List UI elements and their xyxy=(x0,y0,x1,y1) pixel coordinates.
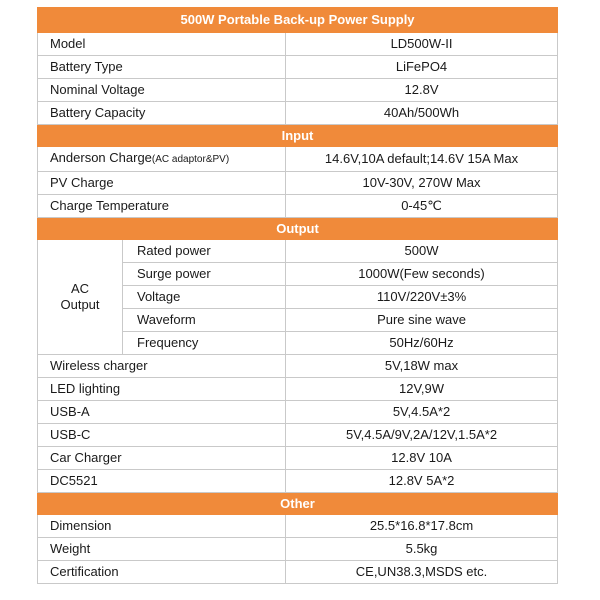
row-label: Nominal Voltage xyxy=(38,79,286,102)
table-row xyxy=(38,447,558,470)
section-header-other xyxy=(38,493,558,515)
table-row xyxy=(38,102,558,125)
row-value: 1000W(Few seconds) xyxy=(286,263,558,286)
table-row xyxy=(38,33,558,56)
row-label xyxy=(38,147,286,172)
row-value: 12V,9W xyxy=(286,378,558,401)
row-value: 14.6V,10A default;14.6V 15A Max xyxy=(286,147,558,172)
table-title: 500W Portable Back-up Power Supply xyxy=(38,8,558,33)
row-label: Battery Capacity xyxy=(38,102,286,125)
row-value: 110V/220V±3% xyxy=(286,286,558,309)
title-row xyxy=(38,8,558,33)
table-row xyxy=(38,240,558,263)
section-header-output xyxy=(38,218,558,240)
row-value: Pure sine wave xyxy=(286,309,558,332)
section-title: Output xyxy=(38,218,558,240)
table-row xyxy=(38,470,558,493)
ac-label-line2: Output xyxy=(60,297,100,312)
spec-table xyxy=(37,7,558,584)
row-label: Frequency xyxy=(123,332,286,355)
row-label: Rated power xyxy=(123,240,286,263)
table-row xyxy=(38,378,558,401)
row-value: 5V,4.5A/9V,2A/12V,1.5A*2 xyxy=(286,424,558,447)
table-row xyxy=(38,79,558,102)
row-value: 50Hz/60Hz xyxy=(286,332,558,355)
row-value: 0-45℃ xyxy=(286,195,558,218)
row-value: 5V,4.5A*2 xyxy=(286,401,558,424)
row-label: Battery Type xyxy=(38,56,286,79)
row-label: Model xyxy=(38,33,286,56)
row-value: LD500W-II xyxy=(286,33,558,56)
ac-output-label xyxy=(38,240,123,355)
row-value: 500W xyxy=(286,240,558,263)
row-label: PV Charge xyxy=(38,172,286,195)
table-row xyxy=(38,56,558,79)
anderson-label: Anderson Charge xyxy=(50,150,152,165)
ac-label-line1: AC xyxy=(70,281,90,296)
row-label: Voltage xyxy=(123,286,286,309)
row-label: Charge Temperature xyxy=(38,195,286,218)
row-value: 25.5*16.8*17.8cm xyxy=(286,515,558,538)
section-title: Other xyxy=(38,493,558,515)
table-row xyxy=(38,195,558,218)
row-value: 5V,18W max xyxy=(286,355,558,378)
table-row xyxy=(38,172,558,195)
table-row xyxy=(38,147,558,172)
table-row xyxy=(38,561,558,584)
table-row xyxy=(38,515,558,538)
row-value: 40Ah/500Wh xyxy=(286,102,558,125)
row-label: Weight xyxy=(38,538,286,561)
section-header-input xyxy=(38,125,558,147)
row-value: 12.8V 5A*2 xyxy=(286,470,558,493)
row-value: 10V-30V, 270W Max xyxy=(286,172,558,195)
row-label: USB-C xyxy=(38,424,286,447)
row-label: DC5521 xyxy=(38,470,286,493)
row-value: LiFePO4 xyxy=(286,56,558,79)
row-label: Dimension xyxy=(38,515,286,538)
row-value: 12.8V xyxy=(286,79,558,102)
row-label: Surge power xyxy=(123,263,286,286)
table-row xyxy=(38,401,558,424)
row-label: USB-A xyxy=(38,401,286,424)
anderson-note: (AC adaptor&PV) xyxy=(151,154,230,165)
row-label: Car Charger xyxy=(38,447,286,470)
row-value: 5.5kg xyxy=(286,538,558,561)
row-label: Waveform xyxy=(123,309,286,332)
row-label: Certification xyxy=(38,561,286,584)
row-value: 12.8V 10A xyxy=(286,447,558,470)
spec-sheet xyxy=(37,7,557,584)
section-title: Input xyxy=(38,125,558,147)
row-label: LED lighting xyxy=(38,378,286,401)
table-row xyxy=(38,355,558,378)
table-row xyxy=(38,424,558,447)
row-value: CE,UN38.3,MSDS etc. xyxy=(286,561,558,584)
table-row xyxy=(38,538,558,561)
row-label: Wireless charger xyxy=(38,355,286,378)
